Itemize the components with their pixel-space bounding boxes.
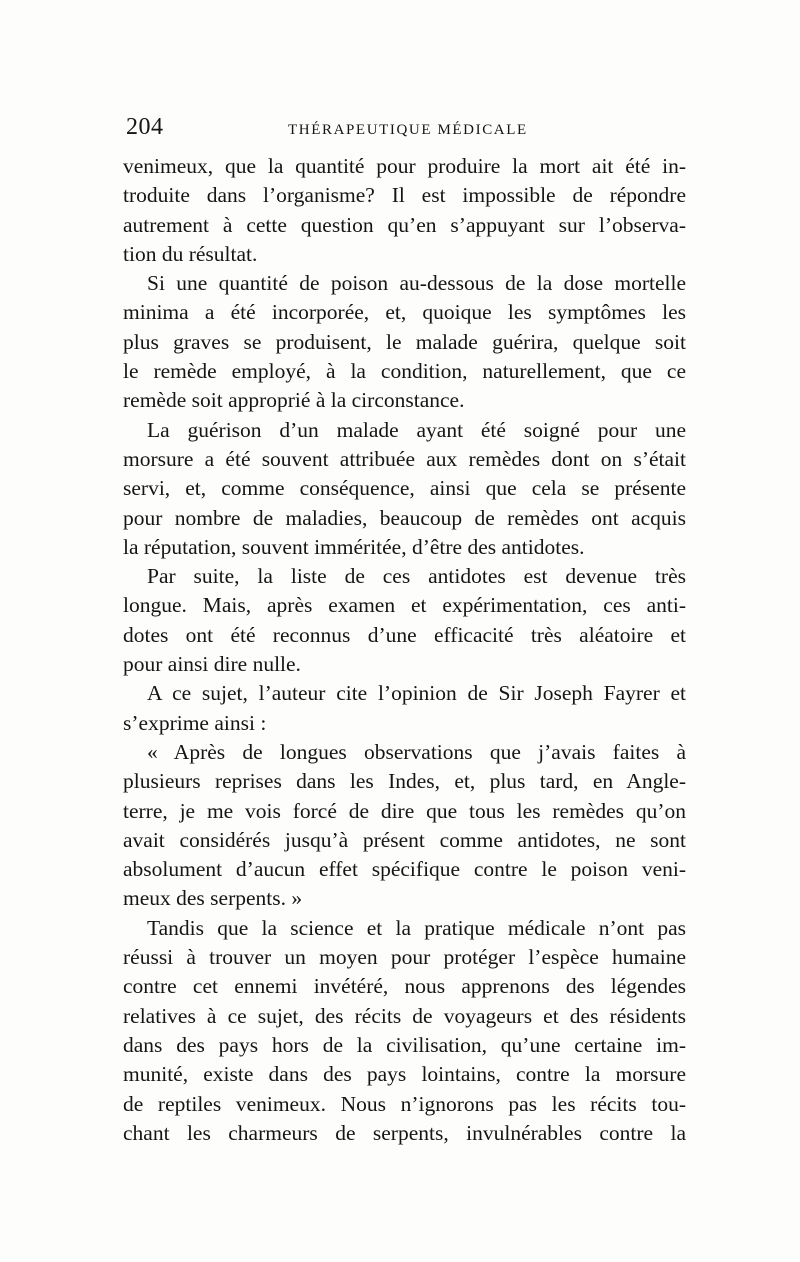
text-line: morsure a été souvent attribuée aux remèdes dont on s’était [123,446,686,471]
text-line: meux des serpents. » [123,886,303,911]
text-line: munité, existe dans des pays lointains, contre la morsure [123,1062,686,1087]
text-line: réussi à trouver un moyen pour protéger l’espèce humaine [123,945,686,970]
text-line: Si une quantité de poison au-dessous de la dose mortelle [147,271,686,296]
text-line: dans des pays hors de la civilisation, qu’une certaine im- [123,1032,686,1057]
text-line: dotes ont été reconnus d’une efficacité très aléatoire et [123,622,686,647]
text-line: La guérison d’un malade ayant été soigné pour une [147,417,686,442]
text-line: tion du résultat. [123,241,258,266]
text-line: A ce sujet, l’auteur cite l’opinion de Sir Joseph Fayrer et [147,681,686,706]
text-line: relatives à ce sujet, des récits de voyageurs et des résidents [123,1003,686,1028]
text-line: pour ainsi dire nulle. [123,652,301,677]
text-line: « Après de longues observations que j’avais faites à [147,739,686,764]
text-line: plus graves se produisent, le malade guérira, quelque soit [123,329,686,354]
text-line: pour nombre de maladies, beaucoup de remèdes ont acquis [123,505,686,530]
text-line: venimeux, que la quantité pour produire la mort ait été in- [123,154,686,178]
text-line: minima a été incorporée, et, quoique les symptômes les [123,300,686,325]
text-line: Par suite, la liste de ces antidotes est devenue très [147,564,686,589]
text-line: chant les charmeurs de serpents, invulnérables contre la [123,1120,686,1145]
text-line: longue. Mais, après examen et expérimentation, ces anti- [123,593,686,618]
page-number: 204 [126,114,164,140]
text-line: servi, et, comme conséquence, ainsi que cela se présente [123,476,686,501]
text-line: terre, je me vois forcé de dire que tous les remèdes qu’on [123,798,686,823]
text-line: le remède employé, à la condition, naturellement, que ce [123,359,686,384]
running-title: THÉRAPEUTIQUE MÉDICALE [288,122,528,138]
text-line: autrement à cette question qu’en s’appuyant sur l’observa- [123,212,686,237]
text-line: troduite dans l’organisme? Il est impossible de répondre [123,183,686,208]
text-line: absolument d’aucun effet spécifique contre le poison veni- [123,857,686,882]
text-line: s’exprime ainsi : [123,710,267,735]
page-header [123,112,683,146]
text-line: Tandis que la science et la pratique médicale n’ont pas [147,915,686,940]
text-line: contre cet ennemi invétéré, nous apprenons des légendes [123,974,686,999]
body-text [123,152,686,1148]
text-line: la réputation, souvent imméritée, d’être des antidotes. [123,534,585,559]
text-line: de reptiles venimeux. Nous n’ignorons pas les récits tou- [123,1091,686,1116]
text-line: plusieurs reprises dans les Indes, et, plus tard, en Angle- [123,769,686,794]
text-line: remède soit approprié à la circonstance. [123,388,465,413]
text-line: avait considérés jusqu’à présent comme antidotes, ne sont [123,827,686,852]
